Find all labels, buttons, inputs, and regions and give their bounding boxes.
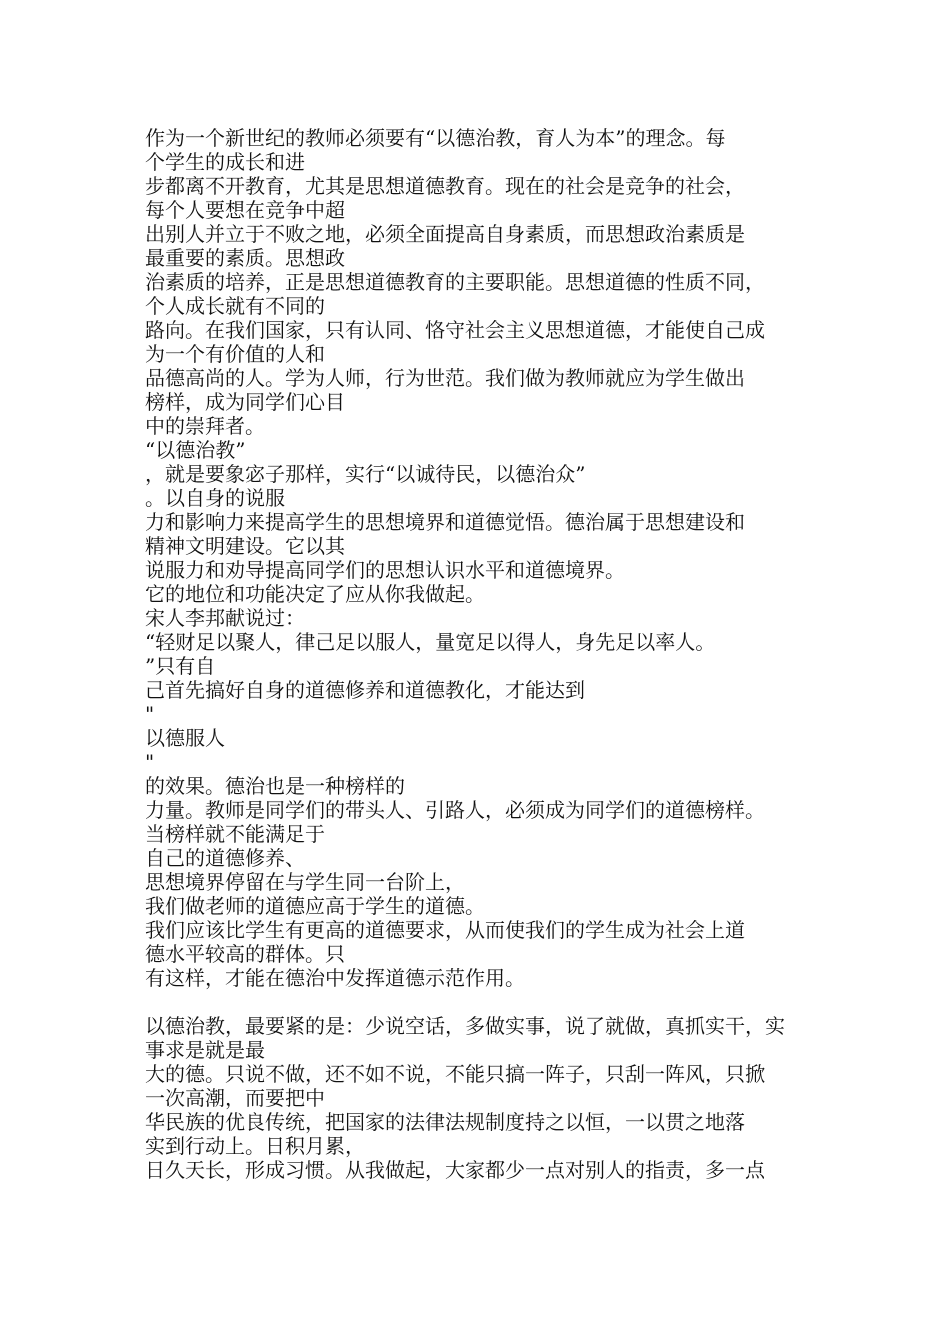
text-line: " [145, 750, 155, 774]
text-line: 自己的道德修养、 [145, 846, 305, 870]
text-line: 事求是就是最 [145, 1038, 265, 1062]
text-line: ”只有自 [145, 654, 216, 678]
text-line: 出别人并立于不败之地，必须全面提高自身素质，而思想政治素质是 [145, 222, 745, 246]
text-line: “轻财足以聚人，律己足以服人，量宽足以得人，身先足以率人。 [145, 630, 716, 654]
text-line: 我们应该比学生有更高的道德要求，从而使我们的学生成为社会上道 [145, 918, 745, 942]
text-line: 实到行动上。日积月累， [145, 1134, 365, 1158]
text-line: 以德服人 [145, 726, 225, 750]
text-line: 当榜样就不能满足于 [145, 822, 325, 846]
text-line: 为一个有价值的人和 [145, 342, 325, 366]
text-line: 我们做老师的道德应高于学生的道德。 [145, 894, 485, 918]
text-line: 的效果。德治也是一种榜样的 [145, 774, 405, 798]
text-line: 思想境界停留在与学生同一台阶上， [145, 870, 465, 894]
text-line: 品德高尚的人。学为人师，行为世范。我们做为教师就应为学生做出 [145, 366, 745, 390]
text-line: ，就是要象宓子那样，实行“以诚待民，以德治众” [145, 462, 586, 486]
text-line: 己首先搞好自身的道德修养和道德教化，才能达到 [145, 678, 585, 702]
text-line: 个人成长就有不同的 [145, 294, 325, 318]
text-line: 作为一个新世纪的教师必须要有“以德治教，育人为本”的理念。每 [145, 126, 726, 150]
text-line: “以德治教” [145, 438, 246, 462]
text-line: 说服力和劝导提高同学们的思想认识水平和道德境界。 [145, 558, 625, 582]
text-line: 步都离不开教育，尤其是思想道德教育。现在的社会是竞争的社会， [145, 174, 745, 198]
text-line: 有这样，才能在德治中发挥道德示范作用。 [145, 966, 525, 990]
text-line: 大的德。只说不做，还不如不说，不能只搞一阵子，只刮一阵风，只掀 [145, 1062, 765, 1086]
text-line: 中的崇拜者。 [145, 414, 265, 438]
text-line: 日久天长，形成习惯。从我做起，大家都少一点对别人的指责，多一点 [145, 1158, 765, 1182]
text-line: 德水平较高的群体。只 [145, 942, 345, 966]
text-line: 力和影响力来提高学生的思想境界和道德觉悟。德治属于思想建设和 [145, 510, 745, 534]
text-line: 最重要的素质。思想政 [145, 246, 345, 270]
text-line: 路向。在我们国家，只有认同、恪守社会主义思想道德，才能使自己成 [145, 318, 765, 342]
text-line: 治素质的培养，正是思想道德教育的主要职能。思想道德的性质不同， [145, 270, 765, 294]
text-line: 。以自身的说服 [145, 486, 285, 510]
text-line: 它的地位和功能决定了应从你我做起。 [145, 582, 485, 606]
text-line: 每个人要想在竞争中超 [145, 198, 345, 222]
text-line: 宋人李邦献说过： [145, 606, 305, 630]
text-line: " [145, 702, 155, 726]
text-line: 个学生的成长和进 [145, 150, 305, 174]
text-line: 一次高潮，而要把中 [145, 1086, 325, 1110]
text-line: 精神文明建设。它以其 [145, 534, 345, 558]
blank-line [145, 990, 813, 1014]
text-line: 以德治教，最要紧的是：少说空话，多做实事，说了就做，真抓实干，实 [145, 1014, 785, 1038]
text-line: 华民族的优良传统，把国家的法律法规制度持之以恒，一以贯之地落 [145, 1110, 745, 1134]
text-line: 力量。教师是同学们的带头人、引路人，必须成为同学们的道德榜样。 [145, 798, 765, 822]
document-body [145, 126, 813, 1182]
text-line: 榜样，成为同学们心目 [145, 390, 345, 414]
